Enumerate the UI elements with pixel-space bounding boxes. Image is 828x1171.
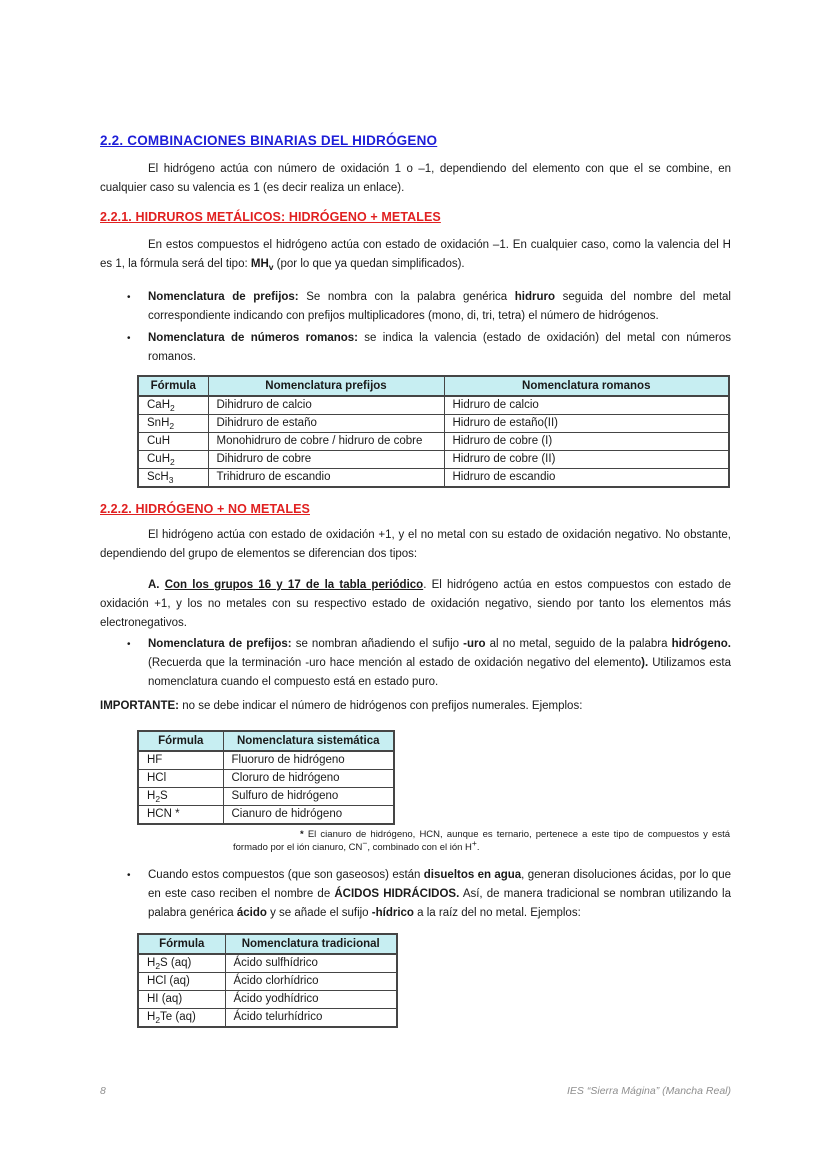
table-row [138,433,729,451]
table-cell: Hidruro de cobre (I) [444,433,729,451]
table-cell: Trihidruro de escandio [208,469,444,488]
text-run: al no metal, seguido de la palabra [485,638,672,650]
intro-paragraph [100,160,731,198]
s222-bullet-list [100,635,731,692]
table-cell: Hidruro de calcio [444,396,729,415]
text-run: Con los grupos 16 y 17 de la tabla periódico [164,579,424,591]
text-run: hidruro [514,291,555,303]
text-run: ÁCIDOS HIDRÁCIDOS. [334,888,460,900]
text-run: Así, de manera tradicional se nombran utilizando la palabra genérica [148,888,732,919]
table-cell: HCl (aq) [138,973,225,991]
table-cell: Ácido yodhídrico [225,991,397,1009]
text-run: El hidrógeno actúa con estado de oxidación +1, y el no metal con su estado de oxidación negativo. No obstante, dependiendo del grupo de elementos se diferencian dos tipos: [100,529,731,560]
section-title: 2.2. COMBINACIONES BINARIAS DEL HIDRÓGENO [100,133,438,148]
text-run: . El hidrógeno actúa en estos compuestos con estado de oxidación +1, y los no metales con su respectivo estado de oxidación negativo, siendo por tanto los elementos más electronegativos. [100,579,731,629]
text-run: Nomenclatura de prefijos: [148,291,299,303]
hcn-footnote [233,828,730,854]
table-cell: HF [138,751,223,770]
text-run: Nomenclatura de números romanos: [148,332,358,344]
text-run: hidrógeno. [671,638,731,650]
table-cell: ScH$_3$ [138,469,208,488]
table-cell: HCN * [138,806,223,825]
table-cell: Ácido telurhídrico [225,1009,397,1028]
text-run: (Recuerda que la terminación -uro hace mención al estado de oxidación negativo del elemento [148,657,642,669]
table-row [138,954,397,973]
text-run: Utilizamos esta nomenclatura cuando el compuesto está en estado puro. [148,657,731,688]
table-cell: Dihidruro de estaño [208,415,444,433]
table-header-row [138,731,394,751]
table-cell: Fluoruro de hidrógeno [223,751,394,770]
metal-hydrides-table [137,375,730,488]
table-header-row [138,376,729,396]
table-row [138,751,394,770]
table-row [138,770,394,788]
table-cell: Monohidruro de cobre / hidruro de cobre [208,433,444,451]
table-row [138,806,394,825]
list-item-prefix-nomenclature [100,288,731,326]
systematic-nomenclature-table [137,730,395,825]
text-run: IMPORTANTE: [100,700,180,712]
table-cell: SnH$_2$ [138,415,208,433]
table-cell: HI (aq) [138,991,225,1009]
text-run: * [300,829,308,840]
table-cell: Ácido clorhídrico [225,973,397,991]
text-run: A. [148,579,165,591]
text-run: , generan disoluciones ácidas, por lo que en este caso reciben el nombre de [148,869,731,900]
column-header: Nomenclatura prefijos [208,376,444,396]
hydracids-bullet-list [100,866,731,923]
table-cell: CaH$_2$ [138,396,208,415]
table-cell: $H_2Te$ (aq) [138,1009,225,1028]
subsection-221-title: 2.2.1. HIDRUROS METÁLICOS: HIDRÓGENO + METALES [100,210,441,224]
text-run: seguida del nombre del metal correspondiente indicando con prefijos multiplicadores (mono, di, tri, tetra) el número de hidrógenos. [148,291,731,322]
table-row [138,1009,397,1028]
school-name: IES “Sierra Mágina” (Mancha Real) [567,1085,731,1097]
groups-16-17-paragraph [100,576,731,633]
traditional-nomenclature-table [137,933,398,1028]
s221-paragraph [100,236,731,274]
table-cell: Hidruro de escandio [444,469,729,488]
table-cell: HCl [138,770,223,788]
text-run: se indica la valencia (estado de oxidación) del metal con números romanos. [148,332,731,363]
table-row [138,469,729,488]
text-run: $MH_v$ [250,258,274,272]
page-number: 8 [100,1085,106,1097]
page-footer [100,1085,731,1097]
table-cell: CuH [138,433,208,451]
list-item-roman-nomenclature [100,329,731,367]
table-cell: Ácido sulfhídrico [225,954,397,973]
important-note [100,697,731,716]
table-row [138,973,397,991]
table-cell: Hidruro de estaño(II) [444,415,729,433]
table-row [138,991,397,1009]
column-header: Fórmula [138,731,223,751]
table-row [138,396,729,415]
table-cell: Dihidruro de calcio [208,396,444,415]
column-header: Nomenclatura romanos [444,376,729,396]
table-cell: CuH$_2$ [138,451,208,469]
table-row [138,451,729,469]
text-run: -uro [463,638,486,650]
table-cell: Cianuro de hidrógeno [223,806,394,825]
s222-paragraph [100,526,731,564]
text-run: y se añade el sufijo [266,907,372,919]
column-header: Fórmula [138,376,208,396]
page-content [100,133,731,1028]
text-run: Nomenclatura de prefijos: [148,638,292,650]
table-cell: $H_2S$ (aq) [138,954,225,973]
column-header: Nomenclatura tradicional [225,934,397,954]
text-run: ácido [236,907,267,919]
column-header: Fórmula [138,934,225,954]
text-run: El hidrógeno actúa con número de oxidación 1 o –1, dependiendo del elemento con que el se combine, en cualquier caso su valencia es 1 (es decir realiza un enlace). [100,163,731,194]
text-run: (por lo que ya quedan simplificados). [273,258,465,270]
text-run: El cianuro de hidrógeno, HCN, aunque es ternario, pertenece a este tipo de compuestos y está formado por el ión cianuro, CN−, combinado con el ión H+. [233,829,730,853]
text-run: En estos compuestos el hidrógeno actúa con estado de oxidación –1. En cualquier caso, como la valencia del H es 1, la fórmula será del tipo: [100,239,731,270]
column-header: Nomenclatura sistemática [223,731,394,751]
text-run: se nombran añadiendo el sufijo [291,638,464,650]
text-run: ). [641,657,649,669]
s221-bullet-list [100,288,731,367]
table-row [138,415,729,433]
table-cell: Sulfuro de hidrógeno [223,788,394,806]
text-run: disueltos en agua [423,869,522,881]
text-run: Se nombra con la palabra genérica [298,291,515,303]
table-cell: Hidruro de cobre (II) [444,451,729,469]
table-header-row [138,934,397,954]
table-cell: Dihidruro de cobre [208,451,444,469]
text-run: a la raíz del no metal. Ejemplos: [413,907,581,919]
text-run: -hídrico [371,907,414,919]
table-cell: Cloruro de hidrógeno [223,770,394,788]
list-item-dissolved-in-water [100,866,731,923]
text-run: no se debe indicar el número de hidrógenos con prefijos numerales. Ejemplos: [179,700,583,712]
text-run: Cuando estos compuestos (que son gaseosos) están [148,869,424,881]
list-item-prefix-nomenclature-nonmetal [100,635,731,692]
subsection-222-title: 2.2.2. HIDRÓGENO + NO METALES [100,502,310,516]
table-cell: $H_2S$ [138,788,223,806]
table-row [138,788,394,806]
